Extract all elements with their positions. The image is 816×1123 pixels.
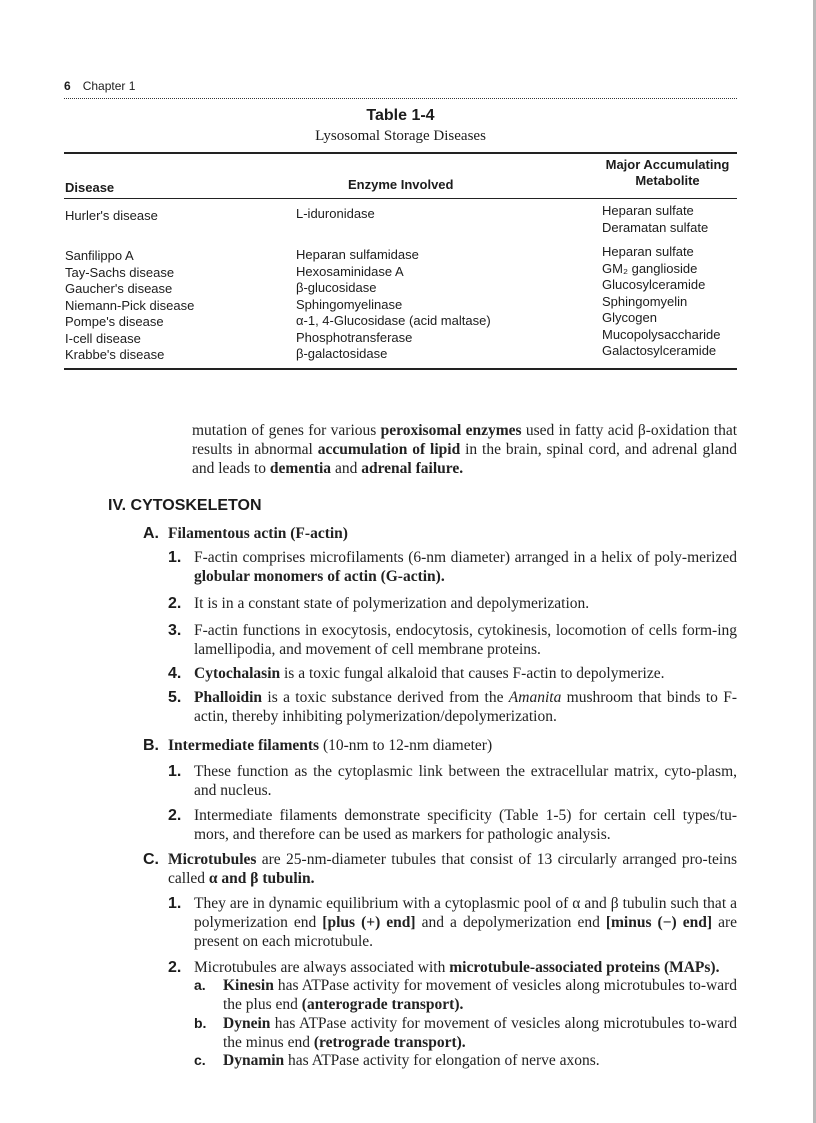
sub-item: Dynein has ATPase activity for movement of vesicles along microtubules to-ward the minus end (retrograde transport). (223, 1015, 737, 1051)
enzyme-column (296, 247, 491, 363)
list-item: It is in a constant state of polymerization and depolymerization. (194, 595, 590, 612)
list-item: F-actin comprises microfilaments (6-nm diameter) arranged in a helix of poly-merized globular monomers of actin (G-actin). (194, 549, 737, 585)
header-metabolite-line2: Metabolite (635, 173, 700, 188)
disease-cell: I-cell disease (65, 330, 141, 346)
header-metabolite-line1: Major Accumulating (605, 157, 730, 172)
item-number: 1. (168, 763, 182, 780)
sub-item: Kinesin has ATPase activity for movement of vesicles along microtubules to-ward the plus end (anterograde transport). (223, 977, 737, 1013)
table-subtitle: Lysosomal Storage Diseases (315, 128, 486, 144)
item-number: 5. (168, 689, 182, 706)
table-header-rule (64, 198, 737, 199)
item-number: 2. (168, 807, 182, 824)
disease-column (65, 248, 194, 364)
enzyme-cell: β-glucosidase (296, 280, 377, 295)
disease-cell: Gaucher's disease (65, 281, 173, 296)
outline-marker: C. (143, 851, 159, 868)
enzyme-cell: Hexosaminidase A (296, 263, 404, 279)
metabolite-cell: Galactosylceramide (602, 343, 717, 358)
outline-marker: A. (143, 525, 159, 542)
intro-paragraph: mutation of genes for various peroxisomal enzymes used in fatty acid β-oxidation that results in abnormal accumulation of lipid in the brain, spinal cord, and adrenal gland and leads to dementia and adrenal failure. (192, 422, 738, 477)
table-top-rule (64, 152, 737, 154)
subsection-paragraph: Microtubules are 25-nm-diameter tubules that consist of 13 circularly arranged pro-teins called α and β tubulin. (168, 851, 737, 887)
cell-enzyme: L-iduronidase (296, 206, 375, 221)
list-item: Microtubules are always associated with microtubule-associated proteins (MAPs). (194, 959, 720, 976)
item-number: 1. (168, 549, 182, 566)
list-item: Intermediate filaments demonstrate specificity (Table 1-5) for certain cell types/tu-mors, and therefore can be used as markers for pathologic analysis. (194, 807, 737, 843)
list-item: F-actin functions in exocytosis, endocytosis, cytokinesis, locomotion of cells form-ing lamellipodia, and movement of cell membrane proteins. (194, 622, 737, 658)
metabolite-cell: Mucopolysaccharide (602, 326, 721, 342)
cell-metabolite (602, 203, 708, 236)
disease-cell: Tay-Sachs disease (65, 264, 175, 280)
chapter-label: Chapter 1 (82, 79, 136, 93)
item-number: 2. (168, 595, 182, 612)
list-item: They are in dynamic equilibrium with a cytoplasmic pool of α and β tubulin such that a polymerization end [plus (+) end] and a depolymerization end [minus (−) end] are present on each microtubule. (194, 895, 737, 950)
running-header (64, 79, 737, 97)
item-number: 4. (168, 665, 182, 682)
table-bottom-rule (64, 368, 737, 370)
enzyme-cell: β-galactosidase (296, 346, 388, 361)
outline-marker: B. (143, 737, 159, 754)
header-enzyme: Enzyme Involved (348, 177, 454, 192)
metabolite-line2: Deramatan sulfate (602, 219, 709, 235)
metabolite-column (602, 244, 721, 360)
header-divider (64, 98, 737, 99)
list-item: These function as the cytoplasmic link between the extracellular matrix, cyto-plasm, and nucleus. (194, 763, 737, 799)
item-number: 3. (168, 622, 182, 639)
page-number: 6 (64, 79, 71, 93)
disease-cell: Krabbe's disease (65, 347, 165, 362)
item-number: 2. (168, 959, 182, 976)
metabolite-cell: Glycogen (602, 310, 657, 325)
sub-item-marker: a. (194, 977, 206, 993)
list-item: Cytochalasin is a toxic fungal alkaloid that causes F-actin to depolymerize. (194, 665, 665, 682)
disease-cell: Niemann-Pick disease (65, 297, 195, 313)
list-item: Phalloidin is a toxic substance derived from the Amanita mushroom that binds to F-actin, thereby inhibiting polymerization/depolymerization. (194, 689, 737, 725)
sub-item-marker: b. (194, 1015, 207, 1031)
disease-cell: Sanfilippo A (65, 248, 134, 263)
metabolite-line1: Heparan sulfate (602, 203, 694, 218)
subsection-title: Intermediate filaments (10-nm to 12-nm diameter) (168, 737, 493, 754)
metabolite-cell: Heparan sulfate (602, 244, 694, 259)
sub-item: Dynamin has ATPase activity for elongation of nerve axons. (223, 1052, 600, 1069)
cell-disease: Hurler's disease (65, 208, 158, 223)
item-number: 1. (168, 895, 182, 912)
table-title: Table 1-4 (366, 107, 435, 124)
enzyme-cell: α-1, 4-Glucosidase (acid maltase) (296, 313, 491, 328)
section-heading: IV. CYTOSKELETON (108, 497, 262, 514)
metabolite-cell: Glucosylceramide (602, 277, 706, 292)
disease-cell: Pompe's disease (65, 314, 164, 329)
enzyme-cell: Sphingomyelinase (296, 296, 403, 312)
metabolite-cell: GM₂ ganglioside (602, 260, 698, 276)
header-disease: Disease (65, 180, 115, 195)
enzyme-cell: Heparan sulfamidase (296, 247, 419, 262)
subsection-title: Filamentous actin (F-actin) (168, 525, 348, 542)
sub-item-marker: c. (194, 1052, 206, 1068)
enzyme-cell: Phosphotransferase (296, 329, 413, 345)
header-metabolite (598, 157, 737, 189)
metabolite-cell: Sphingomyelin (602, 293, 688, 309)
